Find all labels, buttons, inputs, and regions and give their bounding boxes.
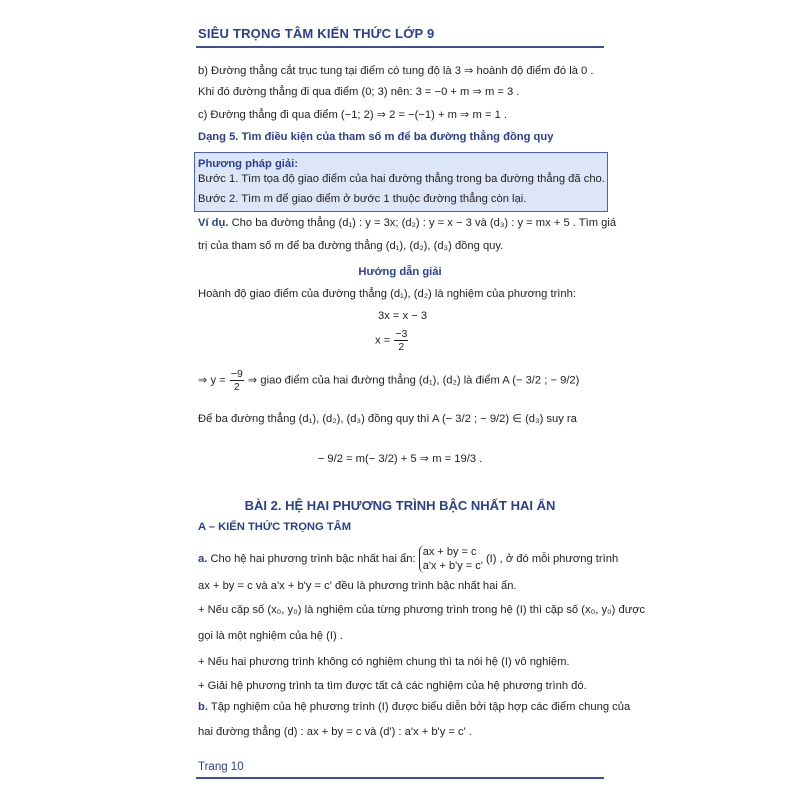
r1-den: 2 — [233, 381, 240, 393]
system-eq2: a'x + b'y = c' — [422, 560, 483, 572]
method-step2: Bước 2. Tìm m để giao điểm ở bước 1 thuộc đường thẳng còn lại. — [198, 193, 527, 205]
solution-title: Hướng dẫn giải — [358, 266, 442, 278]
b-label: b. — [198, 701, 208, 713]
eq2-den: 2 — [398, 341, 405, 353]
result2-line — [198, 412, 577, 426]
method-title: Phương pháp giải: — [198, 158, 298, 170]
solution-eq1: 3x = x − 3 — [378, 310, 428, 322]
r1-pre: ⇒ y = — [198, 374, 226, 387]
a-label: a. — [198, 552, 208, 565]
eq2-num: −3 — [395, 328, 408, 340]
dang5-heading: Dạng 5. Tìm điều kiện của tham số m để ba đường thẳng đồng quy — [198, 131, 554, 143]
r2-pre: Để ba đường thẳng (d₁), (d₂), (d₃) đồng quy thì A — [198, 413, 439, 425]
page-header-title: SIÊU TRỌNG TÂM KIẾN THỨC LỚP 9 — [198, 26, 435, 41]
example-line2: trị của tham số m để ba đường thẳng (d₁), (d₂), (d₃) đồng quy. — [198, 240, 504, 252]
para-1: + Nếu cặp số (x₀, y₀) là nghiệm của từng phương trình trong hệ (I) thì cặp số (x₀, y₀) được — [198, 604, 646, 616]
footer-rule — [196, 777, 604, 779]
line-c1: c) Đường thẳng đi qua điểm (−1; 2) ⇒ 2 = −(−1) + m ⇒ m = 1 . — [198, 109, 508, 121]
section-b-line — [198, 700, 630, 714]
line-b2: Khi đó đường thẳng đi qua điểm (0; 3) nên: 3 = −0 + m ⇒ m = 3 . — [198, 86, 520, 98]
page-number: Trang 10 — [198, 761, 244, 773]
section-a-line2: ax + by = c và a'x + b'y = c' đều là phương trình bậc nhất hai ẩn. — [198, 580, 517, 592]
system-brace — [419, 545, 483, 573]
b-text: Tập nghiệm của hệ phương trình (I) được biểu diễn bởi tập hợp các điểm chung của — [207, 701, 631, 713]
para-3: + Giải hệ phương trình ta tìm được tất cả các nghiệm của hệ phương trình đó. — [198, 680, 587, 692]
r1-fraction — [230, 368, 244, 393]
solution-intro: Hoành độ giao điểm của đường thẳng (d₁), (d₂) là nghiệm của phương trình: — [198, 288, 576, 300]
para-1b: gọi là một nghiệm của hệ (I) . — [198, 630, 343, 642]
example-text1: Cho ba đường thẳng (d₁) : y = 3x; (d₂) : y = x − 3 và (d₃) : y = mx + 5 . Tìm giá — [228, 217, 617, 229]
example-label: Ví dụ. — [198, 217, 229, 229]
r2-point: (− 3/2 ; − 9/2) — [441, 413, 510, 425]
section-subtitle: A – KIẾN THỨC TRỌNG TÂM — [198, 521, 352, 533]
r1-mid: ⇒ giao điểm của hai đường thẳng (d₁), (d₂) là điểm A — [247, 374, 510, 387]
header-rule — [196, 46, 604, 48]
line-b1: b) Đường thẳng cắt trục tung tại điểm có tung độ là 3 ⇒ hoành độ điểm đó là 0 . — [198, 65, 594, 77]
result1-line — [198, 368, 579, 393]
section-a-line — [198, 545, 618, 573]
section-b-line2: hai đường thẳng (d) : ax + by = c và (d') : a'x + b'y = c' . — [198, 726, 472, 738]
eq2-lhs: x = — [375, 334, 391, 347]
r1-point: (− 3/2 ; − 9/2) — [512, 374, 580, 387]
method-step1: Bước 1. Tìm tọa độ giao điểm của hai đường thẳng trong ba đường thẳng đã cho. — [198, 173, 605, 185]
para-2: + Nếu hai phương trình không có nghiệm chung thì ta nói hệ (I) vô nghiệm. — [198, 656, 570, 668]
example-line1 — [198, 216, 616, 230]
a-tail: (I) , ở đó mỗi phương trình — [485, 552, 619, 565]
solution-eq2 — [375, 328, 409, 353]
eq2-fraction — [394, 328, 408, 353]
section-title: BÀI 2. HỆ HAI PHƯƠNG TRÌNH BẬC NHẤT HAI ẨN — [244, 498, 556, 513]
system-eq1: ax + by = c — [422, 546, 477, 558]
a-text: Cho hệ hai phương trình bậc nhất hai ẩn: — [207, 552, 416, 565]
r1-num: −9 — [230, 368, 243, 380]
final-equation: − 9/2 = m(− 3/2) + 5 ⇒ m = 19/3 . — [317, 453, 483, 465]
r2-post: ∈ (d₃) suy ra — [512, 413, 577, 425]
